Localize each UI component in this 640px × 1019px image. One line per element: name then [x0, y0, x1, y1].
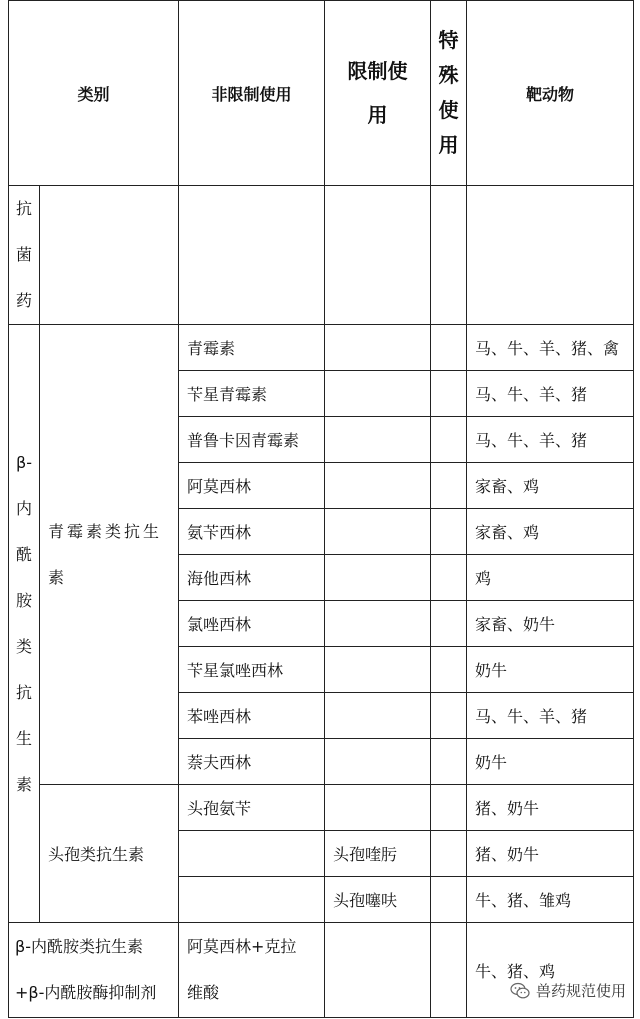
penicillin-group-label — [40, 325, 179, 785]
drug-name: 头孢氨苄 — [179, 785, 325, 831]
target-animals: 猪、奶牛 — [467, 785, 634, 831]
beta-lactam-char-5: 类 — [15, 636, 32, 656]
combo-drug — [179, 923, 325, 1018]
beta-lactam-char-7: 生 — [15, 728, 32, 748]
restricted-cell — [325, 647, 431, 693]
header-category — [9, 1, 179, 186]
beta-lactam-char-3: 酰 — [15, 544, 32, 564]
combo-label-line-1: β-内酰胺类抗生素 — [15, 937, 143, 956]
antibacterial-empty-3 — [325, 186, 431, 325]
antibacterial-char-1: 抗 — [15, 199, 32, 218]
watermark-text: 兽药规范使用 — [535, 982, 626, 1000]
restricted-cell — [325, 555, 431, 601]
header-target — [467, 1, 634, 186]
drug-name: 阿莫西林 — [179, 463, 325, 509]
beta-lactam-char-8: 素 — [15, 774, 32, 794]
drug-name: 氨苄西林 — [179, 509, 325, 555]
target-animals: 马、牛、羊、猪 — [467, 417, 634, 463]
header-special-char-1: 特 — [438, 28, 459, 52]
drug-name: 氯唑西林 — [179, 601, 325, 647]
antibacterial-empty-4 — [431, 186, 467, 325]
restricted-cell — [325, 325, 431, 371]
header-row — [9, 1, 634, 186]
beta-lactam-label — [9, 325, 40, 923]
drug-name: 海他西林 — [179, 555, 325, 601]
restricted-cell — [325, 601, 431, 647]
header-special-char-3: 使 — [438, 98, 459, 122]
special-cell — [431, 509, 467, 555]
drug-name — [179, 877, 325, 923]
header-target-text: 靶动物 — [526, 84, 575, 104]
header-special-char-2: 殊 — [438, 63, 459, 87]
drug-name: 萘夫西林 — [179, 739, 325, 785]
drug-name: 青霉素 — [179, 325, 325, 371]
combo-drug-line-2: 维酸 — [187, 983, 220, 1002]
antibacterial-label — [9, 186, 40, 325]
target-animals: 牛、猪、鸡 — [467, 923, 634, 1018]
restricted-cell — [325, 785, 431, 831]
drug-name — [179, 831, 325, 877]
penicillin-label-line-1: 青霉素类抗生 — [48, 521, 163, 541]
special-cell — [431, 555, 467, 601]
wechat-icon — [510, 982, 530, 1000]
table-row — [9, 785, 634, 831]
drug-name: 苯唑西林 — [179, 693, 325, 739]
antibacterial-empty-5 — [467, 186, 634, 325]
special-cell — [431, 739, 467, 785]
special-cell — [431, 785, 467, 831]
header-restricted — [325, 1, 431, 186]
antibacterial-empty-2 — [179, 186, 325, 325]
header-restricted-line-2: 用 — [367, 103, 388, 127]
drug-name: 普鲁卡因青霉素 — [179, 417, 325, 463]
special-cell — [431, 877, 467, 923]
target-animals: 牛、猪、雏鸡 — [467, 877, 634, 923]
cephalosporin-group-label: 头孢类抗生素 — [40, 785, 179, 923]
drug-name: 苄星青霉素 — [179, 371, 325, 417]
target-animals: 马、牛、羊、猪 — [467, 371, 634, 417]
special-cell — [431, 417, 467, 463]
header-special — [431, 1, 467, 186]
antibacterial-empty-1 — [40, 186, 179, 325]
header-special-char-4: 用 — [438, 133, 459, 157]
target-animals: 奶牛 — [467, 647, 634, 693]
header-restricted-line-1: 限制使 — [347, 59, 408, 83]
penicillin-label-line-2: 素 — [48, 567, 68, 587]
restricted-cell: 头孢噻呋 — [325, 877, 431, 923]
restricted-cell — [325, 509, 431, 555]
combo-row — [9, 923, 634, 1018]
restricted-cell — [325, 463, 431, 509]
drug-name: 苄星氯唑西林 — [179, 647, 325, 693]
beta-lactam-char-1: β- — [16, 452, 32, 472]
restricted-cell: 头孢喹肟 — [325, 831, 431, 877]
target-animals: 家畜、鸡 — [467, 509, 634, 555]
special-cell — [431, 601, 467, 647]
target-animals: 马、牛、羊、猪 — [467, 693, 634, 739]
special-cell — [431, 647, 467, 693]
table-row — [9, 325, 634, 371]
special-cell — [431, 693, 467, 739]
target-animals: 鸡 — [467, 555, 634, 601]
beta-lactam-label-stack — [9, 440, 39, 808]
antibacterial-row — [9, 186, 634, 325]
combo-group-label — [9, 923, 179, 1018]
combo-label-line-2: +β-内酰胺酶抑制剂 — [15, 983, 157, 1002]
restricted-cell — [325, 417, 431, 463]
target-animals: 马、牛、羊、猪、禽 — [467, 325, 634, 371]
special-cell — [431, 463, 467, 509]
beta-lactam-char-2: 内 — [15, 498, 32, 518]
target-animals: 家畜、鸡 — [467, 463, 634, 509]
header-unrestricted-text: 非限制使用 — [211, 84, 292, 104]
restricted-cell — [325, 371, 431, 417]
header-restricted-stack — [325, 49, 430, 137]
watermark — [510, 980, 626, 1001]
target-animals: 家畜、奶牛 — [467, 601, 634, 647]
header-unrestricted — [179, 1, 325, 186]
target-animals: 奶牛 — [467, 739, 634, 785]
special-cell — [431, 371, 467, 417]
restricted-cell — [325, 739, 431, 785]
drug-usage-table — [8, 0, 634, 1018]
antibacterial-char-2: 菌 — [15, 245, 32, 264]
antibacterial-label-stack — [9, 186, 39, 324]
restricted-cell — [325, 693, 431, 739]
header-category-text: 类别 — [77, 84, 110, 104]
special-cell — [431, 831, 467, 877]
combo-drug-line-1: 阿莫西林+克拉 — [187, 937, 297, 956]
restricted-cell — [325, 923, 431, 1018]
special-cell — [431, 923, 467, 1018]
beta-lactam-char-6: 抗 — [15, 682, 32, 702]
beta-lactam-char-4: 胺 — [15, 590, 32, 610]
target-animals: 猪、奶牛 — [467, 831, 634, 877]
header-special-stack — [431, 23, 466, 163]
antibacterial-char-3: 药 — [15, 291, 32, 310]
special-cell — [431, 325, 467, 371]
